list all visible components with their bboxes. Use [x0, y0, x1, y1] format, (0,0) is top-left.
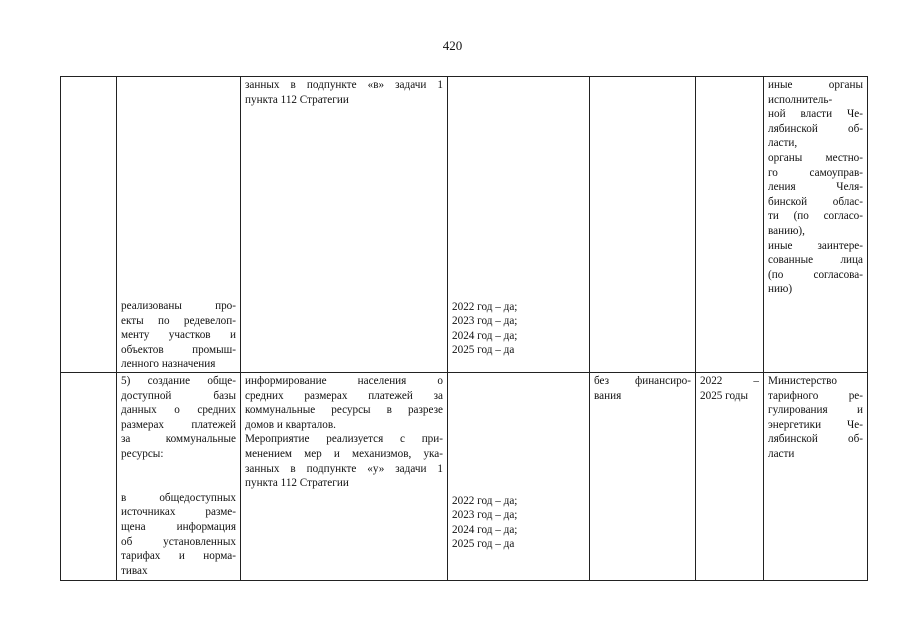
text-line: тарифах и норма-	[121, 550, 236, 563]
cell-responsible	[764, 77, 868, 373]
text-line: (по согласова-	[768, 268, 863, 281]
text-line: 2025 год – да	[452, 344, 515, 357]
text-line: за коммунальные	[121, 433, 236, 446]
text-line: занных в подпункте «в» задачи 1	[245, 79, 443, 91]
cell-description	[241, 373, 448, 581]
text-line: сованные лица	[768, 254, 863, 267]
text-line: 2025 год – да	[452, 538, 515, 551]
text-line: гулирования и	[768, 404, 863, 417]
text-line: лябинской об-	[768, 433, 863, 446]
text-line: лябинской об-	[768, 122, 863, 135]
cell-number	[61, 77, 117, 373]
text-line: исполнитель-	[768, 93, 833, 106]
cell-financing	[590, 373, 696, 581]
text-line: без финансиро-	[594, 375, 691, 387]
cell-period	[696, 77, 764, 373]
text-line: ласти,	[768, 137, 798, 150]
text-line: ленного назначения	[121, 358, 216, 371]
text-line: менту участков и	[121, 329, 236, 342]
text-line: об установленных	[121, 535, 236, 548]
text-line: доступной базы	[121, 389, 236, 402]
text-line: энергетики Че-	[768, 418, 863, 431]
text-line: нию)	[768, 283, 793, 296]
text-line: го самоуправ-	[768, 166, 863, 179]
text-line: информирование населения о	[245, 375, 443, 387]
cell-yearly-values	[448, 77, 590, 373]
text-line: менением мер и механизмов, ука-	[245, 447, 443, 460]
cell-description	[241, 77, 448, 373]
text-line: ванию),	[768, 224, 805, 237]
text-line: ти (по согласо-	[768, 210, 863, 223]
text-line: домов и кварталов.	[245, 418, 336, 431]
text-line: 2022 –	[700, 375, 759, 387]
text-line: 2025 годы	[700, 389, 748, 402]
text-line: тивах	[121, 564, 148, 577]
page-number: 420	[442, 38, 463, 53]
table-row	[61, 373, 868, 581]
cell-yearly-values	[448, 373, 590, 581]
cell-number	[61, 373, 117, 581]
text-line: размерах платежей	[121, 418, 236, 431]
text-line: пункта 112 Стратегии	[245, 93, 349, 106]
text-line: пункта 112 Стратегии	[245, 477, 349, 490]
cell-indicator	[117, 77, 241, 373]
text-line: 2023 год – да;	[452, 315, 518, 328]
document-table	[60, 76, 868, 581]
text-line: органы местно-	[768, 151, 863, 164]
text-line: вания	[594, 389, 622, 402]
text-line: тарифного ре-	[768, 389, 863, 402]
text-line: ресурсы:	[121, 447, 164, 460]
text-line: Министерство	[768, 375, 837, 387]
cell-responsible	[764, 373, 868, 581]
cell-period	[696, 373, 764, 581]
text-line: 2022 год – да;	[452, 300, 518, 313]
text-line: екты по редевелоп-	[121, 314, 236, 327]
text-line: ласти	[768, 447, 795, 460]
text-line: бинской облас-	[768, 195, 863, 208]
text-line: иные органы	[768, 79, 863, 91]
text-line: щена информация	[121, 520, 236, 533]
text-line: источниках разме-	[121, 506, 236, 519]
text-line: в общедоступных	[121, 491, 236, 504]
text-line: объектов промыш-	[121, 343, 236, 356]
text-line: средних размерах платежей за	[245, 389, 443, 402]
text-line: 2023 год – да;	[452, 509, 518, 522]
text-line: 2022 год – да;	[452, 494, 518, 507]
text-line: ления Челя-	[768, 181, 863, 194]
cell-financing	[590, 77, 696, 373]
text-line: данных о средних	[121, 404, 236, 417]
text-line: 2024 год – да;	[452, 329, 518, 342]
cell-indicator	[117, 373, 241, 581]
text-line: Мероприятие реализуется с при-	[245, 433, 443, 446]
text-line: реализованы про-	[121, 300, 236, 313]
text-line: коммунальные ресурсы в разрезе	[245, 404, 443, 417]
text-line: занных в подпункте «у» задачи 1	[245, 462, 443, 475]
text-line: 5) создание обще-	[121, 375, 236, 387]
text-line: ной власти Че-	[768, 108, 863, 121]
table-row	[61, 77, 868, 373]
text-line: иные заинтере-	[768, 239, 863, 252]
text-line: 2024 год – да;	[452, 523, 518, 536]
